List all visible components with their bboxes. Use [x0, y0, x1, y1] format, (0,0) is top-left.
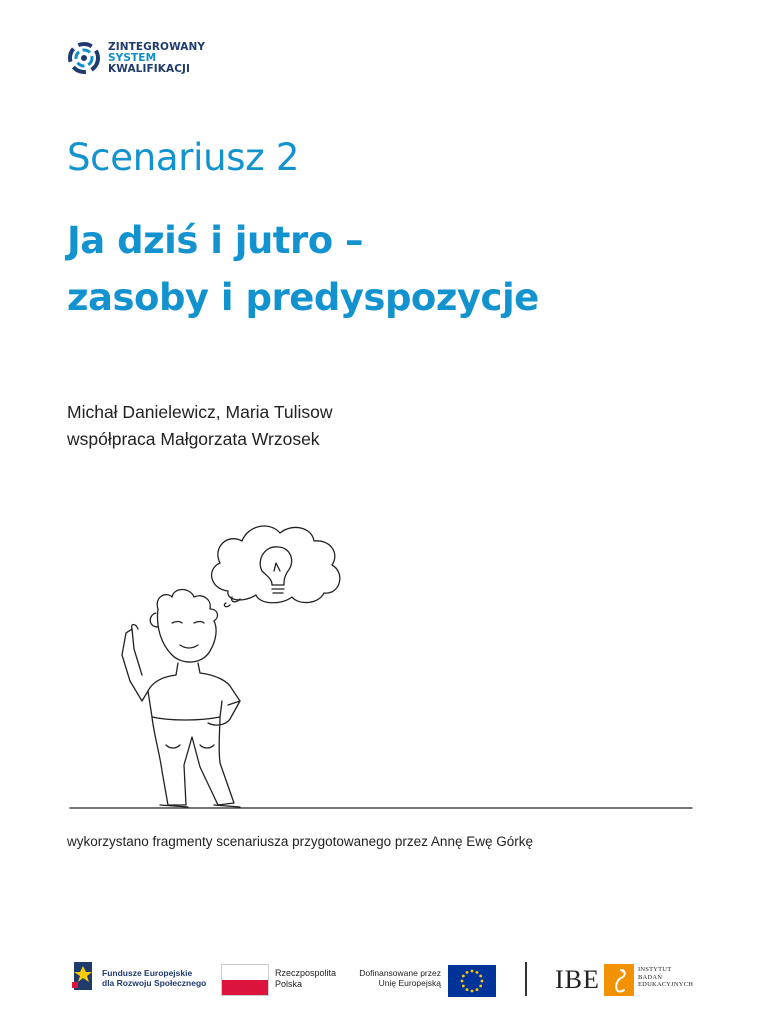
ibe-line1: INSTYTUT: [638, 966, 672, 973]
title-line1: Ja dziś i jutro –: [67, 219, 364, 262]
authors: Michał Danielewicz, Maria Tulisow: [67, 402, 333, 422]
ibe-logo: IBE: [555, 965, 600, 994]
eu-star: [471, 990, 474, 993]
eu-star: [479, 975, 482, 978]
eu-star: [481, 980, 484, 983]
zsk-logo-line3: KWALIFIKACJI: [108, 63, 191, 75]
fe-label: [102, 968, 206, 988]
eu-star: [466, 971, 469, 974]
fe-logo-icon: [70, 960, 98, 994]
ibe-line3: EDUKACYJNYCH: [638, 981, 694, 988]
ibe-label: [638, 966, 693, 989]
scenario-label: Scenariusz 2: [67, 136, 300, 179]
eu-label: [355, 968, 441, 988]
eu-star: [461, 980, 464, 983]
rp-label: [275, 968, 336, 989]
eu-star: [466, 988, 469, 991]
eu-star: [476, 971, 479, 974]
eu-flag-icon: [448, 965, 496, 997]
eu-star: [479, 985, 482, 988]
fe-line2: dla Rozwoju Społecznego: [102, 978, 207, 988]
rp-line1: Rzeczpospolita: [275, 968, 337, 978]
title-line2: zasoby i predyspozycje: [67, 276, 539, 319]
document-title: [67, 212, 539, 326]
eu-star: [462, 975, 465, 978]
eu-star: [476, 988, 479, 991]
authors-block: [67, 399, 333, 453]
eu-star: [462, 985, 465, 988]
eu-line2: Unię Europejską: [378, 978, 441, 988]
eu-star: [471, 970, 474, 973]
fe-line1: Fundusze Europejskie: [102, 968, 193, 978]
source-note: wykorzystano fragmenty scenariusza przygotowanego przez Annę Ewę Górkę: [67, 834, 533, 849]
zsk-logo-line2: SYSTEM: [108, 52, 157, 64]
poland-flag-icon: [221, 964, 269, 996]
rp-line2: Polska: [275, 978, 303, 989]
zsk-logo-text: [108, 42, 205, 75]
zsk-logo-icon: [66, 40, 102, 76]
cooperation: współpraca Małgorzata Wrzosek: [67, 429, 320, 449]
footer-separator: [525, 962, 527, 996]
lightbulb-thought-illustration: [60, 505, 700, 825]
eu-line1: Dofinansowane przez: [359, 968, 441, 978]
zsk-logo-line1: ZINTEGROWANY: [108, 41, 206, 53]
ibe-line2: BADAŃ: [638, 973, 663, 981]
ibe-mark-icon: [604, 964, 634, 996]
